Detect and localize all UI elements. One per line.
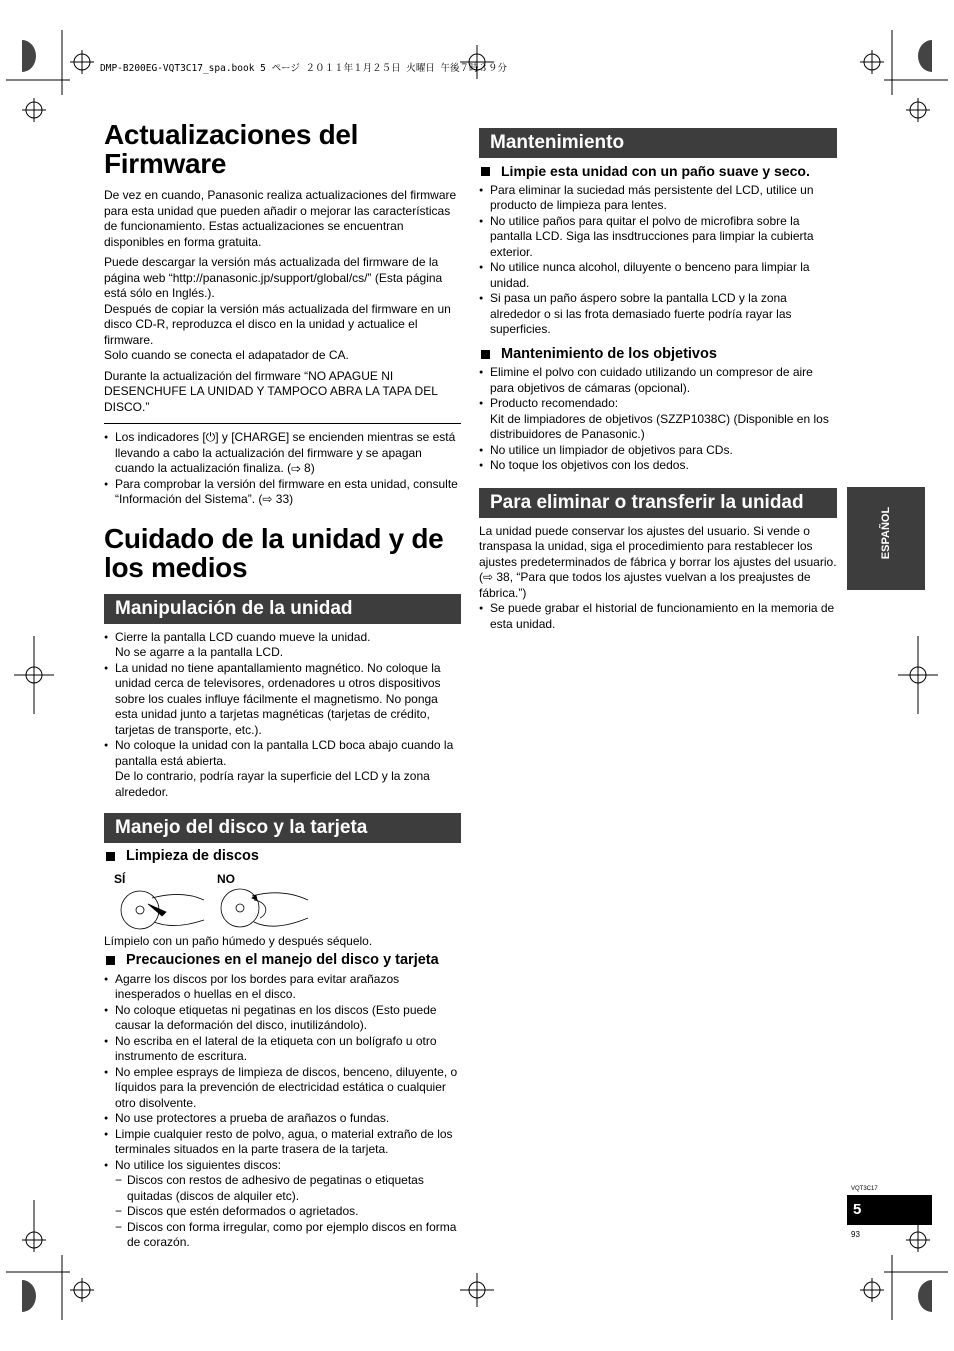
page-number: 5	[847, 1195, 932, 1225]
maintenance-heading: Mantenimiento	[479, 128, 837, 158]
sub-page-number: 93	[851, 1230, 860, 1239]
list-item: ● Cierre la pantalla LCD cuando mueve la unidad. No se agarre a la pantalla LCD.	[104, 630, 461, 661]
right-column	[479, 128, 837, 632]
list-item: ● No use protectores a prueba de arañazos o fundas.	[104, 1111, 461, 1127]
list-item: ● Producto recomendado: Kit de limpiadores de objetivos (SZZP1038C) (Disponible en los distribuidores de Panasonic.)	[479, 396, 837, 443]
list-item: ● Para eliminar la suciedad más persistente del LCD, utilice un producto de limpieza para lentes.	[479, 183, 837, 214]
firmware-paragraph: Solo cuando se conecta el adapatador de CA.	[104, 348, 349, 362]
list-item: ● No utilice paños para quitar el polvo de microfibra sobre la pantalla LCD. Siga las insdtrucciones para limpiar la cubierta exterior.	[479, 214, 837, 261]
cleaning-heading: Limpieza de discos	[104, 849, 461, 865]
model-code: VQT3C17	[851, 1186, 878, 1192]
list-item: ● No utilice un limpiador de objetivos para CDs.	[479, 443, 837, 459]
list-item: ● No escriba en el lateral de la etiqueta con un bolígrafo u otro instrumento de escritura.	[104, 1034, 461, 1065]
list-sub-item: − Discos con forma irregular, como por ejemplo discos en forma de corazón.	[104, 1220, 461, 1251]
disc-wiping-icon	[112, 888, 312, 932]
transfer-heading: Para eliminar o transferir la unidad	[479, 488, 837, 518]
list-sub-item: − Discos con restos de adhesivo de pegatinas o etiquetas quitadas (discos de alquiler etc).	[104, 1173, 461, 1204]
list-item: ● No toque los objetivos con los dedos.	[479, 458, 837, 474]
list-sub-item: − Discos que estén deformados o agrietados.	[104, 1204, 461, 1220]
list-item: ● No emplee esprays de limpieza de discos, benceno, diluyente, o líquidos para la prevención de electricidad estática o cualquier otro disolvente.	[104, 1065, 461, 1112]
list-item: ● Elimine el polvo con cuidado utilizando un compresor de aire para objetivos de cámaras (opcional).	[479, 365, 837, 396]
clean-list	[479, 183, 837, 338]
precautions-heading: Precauciones en el manejo del disco y tarjeta	[104, 953, 461, 969]
list-item: ● Si pasa un paño áspero sobre la pantalla LCD y la zona alrededor o si las frota demasiado fuerte podría rayar las superficies.	[479, 291, 837, 338]
cleaning-text: Límpielo con un paño húmedo y después séquelo.	[104, 933, 373, 948]
firmware-notes	[104, 430, 461, 508]
left-column	[104, 120, 461, 1251]
list-item: ● No coloque etiquetas ni pegatinas en los discos (Esto puede causar la deformación del disco, inutilizándolo).	[104, 1003, 461, 1034]
list-item: ● Los indicadores [⏻] y [CHARGE] se encienden mientras se está llevando a cabo la actualización del firmware y se apagan cuando la actualización finaliza. (⇨ 8)	[104, 430, 461, 477]
language-tab-label: ESPAÑOL	[880, 506, 892, 560]
disc-heading: Manejo del disco y la tarjeta	[104, 813, 461, 843]
list-item: ● Para comprobar la versión del firmware en esta unidad, consulte “Información del Sistema”. (⇨ 33)	[104, 477, 461, 508]
lens-heading: Mantenimiento de los objetivos	[479, 347, 837, 363]
clean-heading: Limpie esta unidad con un paño suave y seco.	[479, 164, 837, 180]
language-tab	[847, 487, 925, 590]
yes-label: SÍ	[114, 871, 126, 886]
list-item: ● No coloque la unidad con la pantalla LCD boca abajo cuando la pantalla está abierta. De lo contrario, podría rayar la superficie del LCD y la zona alrededor.	[104, 738, 461, 800]
firmware-paragraph: De vez en cuando, Panasonic realiza actualizaciones del firmware para esta unidad que pueden añadir o mejorar las características de funcionamiento. Estas actualizaciones se encuentran disponibles en forma gratuita.	[104, 188, 457, 249]
list-item: ● Se puede grabar el historial de funcionamiento en la memoria de esta unidad.	[479, 601, 837, 632]
firmware-title: Actualizaciones del Firmware	[104, 119, 359, 179]
disc-cleaning-illustration	[104, 868, 461, 934]
list-item: ● Agarre los discos por los bordes para evitar arañazos inesperados o huellas en el disco.	[104, 972, 461, 1003]
handling-heading: Manipulación de la unidad	[104, 594, 461, 624]
lens-list	[479, 365, 837, 474]
handling-list	[104, 630, 461, 801]
list-item: ● La unidad no tiene apantallamiento magnético. No coloque la unidad cerca de televisores, ordenadores u otros dispositivos sobre los cuales influye fácilmente el magnetismo. No ponga esta unidad junto a tarjetas magnéticas (tarjetas de crédito, tarjetas de transporte, etc.).	[104, 661, 461, 739]
firmware-paragraph: Después de copiar la versión más actualizada del firmware en un disco CD-R, reproduzca el disco en la unidad y actualice el firmware.	[104, 301, 451, 347]
precautions-list	[104, 972, 461, 1251]
no-label: NO	[217, 871, 235, 886]
list-item: ● No utilice los siguientes discos:	[104, 1158, 461, 1174]
firmware-warning: Durante la actualización del firmware “NO APAGUE NI DESENCHUFE LA UNIDAD Y TAMPOCO ABRA LA TAPA DEL DISCO.”	[104, 368, 438, 414]
list-item: ● No utilice nunca alcohol, diluyente o benceno para limpiar la unidad.	[479, 260, 837, 291]
print-header: DMP-B200EG-VQT3C17_spa.book 5 ページ ２０１１年１月２５日 火曜日 午後７時３９分	[100, 63, 508, 74]
divider	[104, 423, 461, 424]
list-item: ● Limpie cualquier resto de polvo, agua, o material extraño de los terminales situados en la parte trasera de la tarjeta.	[104, 1127, 461, 1158]
firmware-paragraph: Puede descargar la versión más actualizada del firmware de la página web “http://panasonic.jp/support/global/cs/” (Esta página está sólo en Inglés.).	[104, 255, 443, 300]
transfer-text: La unidad puede conservar los ajustes del usuario. Si vende o transpasa la unidad, siga el procedimiento para restablecer los ajustes predeterminados de fábrica y borrar los ajustes del usuario. (⇨ 38, “Para que todos los ajustes vuelvan a los preajustes de fábrica.”)	[479, 523, 837, 600]
care-title: Cuidado de la unidad y de los medios	[104, 522, 444, 583]
transfer-list	[479, 601, 837, 632]
